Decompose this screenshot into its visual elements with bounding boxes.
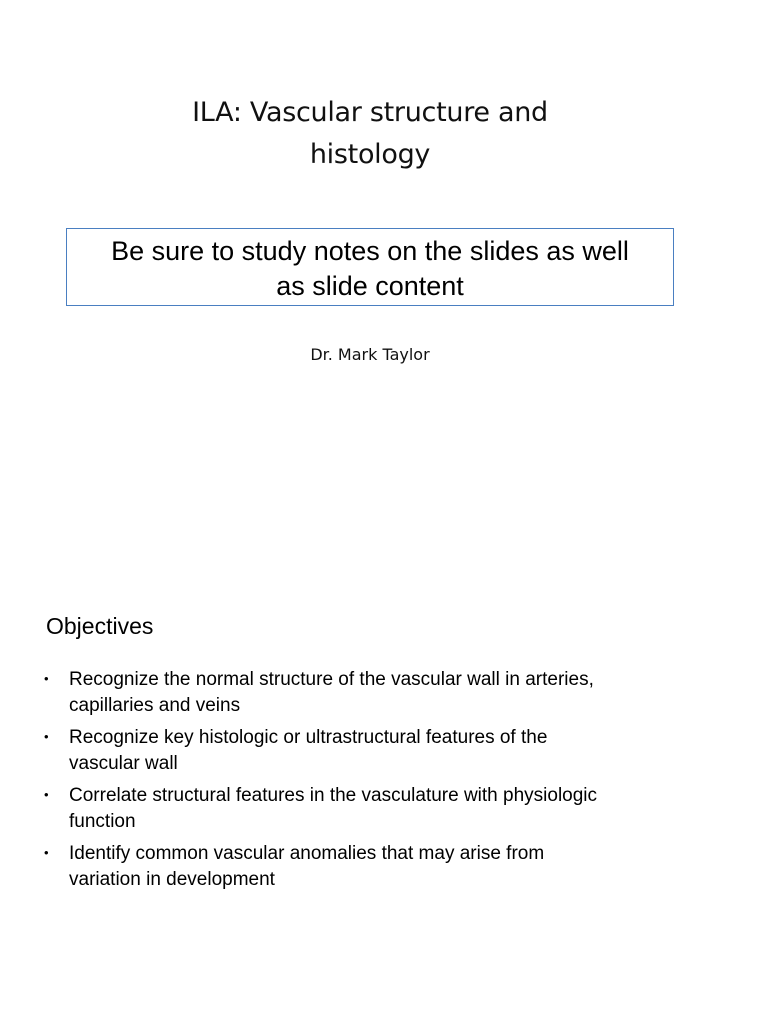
objective-line: Recognize the normal structure of the vascular wall in arteries, xyxy=(69,669,594,690)
study-note-line-2: as slide content xyxy=(276,271,464,301)
objective-line: variation in development xyxy=(69,869,275,890)
objective-line: capillaries and veins xyxy=(69,695,241,716)
author-name: Dr. Mark Taylor xyxy=(310,345,430,364)
bullet-icon: • xyxy=(44,671,49,686)
bullet-icon: • xyxy=(44,845,49,860)
objectives-heading: Objectives xyxy=(46,613,154,639)
bullet-icon: • xyxy=(44,729,49,744)
slide-title-line-2: histology xyxy=(309,139,431,170)
objective-line: function xyxy=(69,811,136,832)
objective-item xyxy=(40,783,700,835)
study-note-line-1: Be sure to study notes on the slides as well xyxy=(111,236,629,266)
objective-line: Identify common vascular anomalies that may arise from xyxy=(69,843,545,864)
slide-title xyxy=(100,92,640,176)
slide-title-line-1: ILA: Vascular structure and xyxy=(192,97,548,128)
objective-text xyxy=(69,725,700,777)
objective-text xyxy=(69,667,700,719)
objectives-list xyxy=(40,667,700,899)
objective-line: vascular wall xyxy=(69,753,178,774)
objective-line: Correlate structural features in the vasculature with physiologic xyxy=(69,785,598,806)
objective-line: Recognize key histologic or ultrastructural features of the xyxy=(69,727,548,748)
objective-item xyxy=(40,725,700,777)
objective-text xyxy=(69,841,700,893)
objective-item xyxy=(40,667,700,719)
objectives-slide xyxy=(0,512,768,1024)
bullet-icon: • xyxy=(44,787,49,802)
objective-item xyxy=(40,841,700,893)
study-note-box xyxy=(66,228,674,306)
objective-text xyxy=(69,783,700,835)
